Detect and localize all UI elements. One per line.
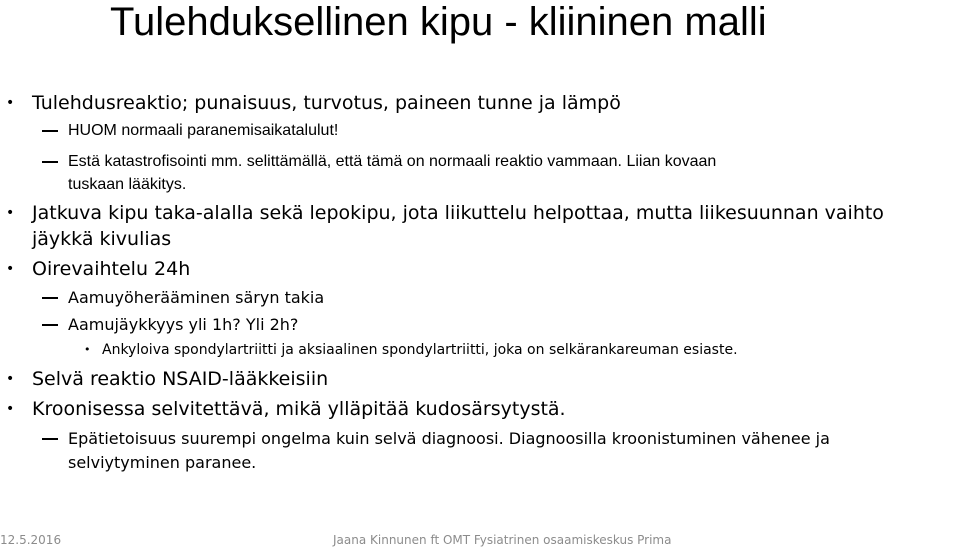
bullet-continuation bbox=[32, 227, 171, 251]
sub-bullet-item bbox=[68, 286, 324, 309]
bullet-item bbox=[6, 257, 191, 281]
bullet-line: Jatkuva kipu taka-alalla sekä lepokipu, jota liikuttelu helpottaa, mutta liikesuunnan vaihto bbox=[32, 202, 884, 224]
bullet-line: jäykkä kivulias bbox=[32, 228, 172, 250]
bullet-text: Selvä reaktio NSAID-lääkkeisiin bbox=[32, 368, 329, 390]
sub-sub-bullet-item bbox=[84, 341, 738, 359]
bullet-item bbox=[6, 367, 329, 391]
bullet-text: Oirevaihtelu 24h bbox=[32, 258, 191, 280]
sub-bullet-item bbox=[68, 313, 298, 336]
dash-icon bbox=[42, 297, 58, 299]
sub-bullet-text: HUOM normaali paranemisaikatalulut! bbox=[68, 122, 339, 139]
slide-title: Tulehduksellinen kipu - kliininen malli bbox=[110, 0, 767, 44]
bullet-dot-icon: • bbox=[6, 371, 15, 387]
bullet-item bbox=[6, 397, 566, 421]
dash-icon bbox=[42, 438, 58, 440]
bullet-dot-icon: • bbox=[6, 401, 15, 417]
sub-bullet-continuation bbox=[68, 451, 256, 474]
footer-author: Jaana Kinnunen ft OMT Fysiatrinen osaamiskeskus Prima bbox=[333, 533, 672, 547]
sub-bullet-text: Aamuyöherääminen säryn takia bbox=[68, 288, 325, 307]
bullet-dot-icon: • bbox=[84, 343, 91, 356]
sub-bullet-line: selviytyminen paranee. bbox=[68, 453, 257, 472]
sub-bullet-item bbox=[68, 119, 338, 142]
bullet-text: Tulehdusreaktio; punaisuus, turvotus, paineen tunne ja lämpö bbox=[32, 92, 621, 114]
sub-bullet-line: tuskaan lääkitys. bbox=[68, 176, 187, 193]
bullet-dot-icon: • bbox=[6, 95, 15, 111]
bullet-dot-icon: • bbox=[6, 205, 15, 221]
dash-icon bbox=[42, 324, 58, 326]
sub-bullet-line: Estä katastrofisointi mm. selittämällä, että tämä on normaali reaktio vammaan. Liian kovaan bbox=[68, 153, 717, 170]
sub-sub-bullet-text: Ankyloiva spondylartriitti ja aksiaalinen spondylartriitti, joka on selkärankareuman esiaste. bbox=[102, 342, 738, 358]
dash-icon bbox=[42, 130, 58, 132]
bullet-item bbox=[6, 201, 884, 225]
dash-icon bbox=[42, 161, 58, 163]
bullet-dot-icon: • bbox=[6, 261, 15, 277]
bullet-item bbox=[6, 91, 621, 115]
sub-bullet-item bbox=[68, 427, 830, 450]
footer-date: 12.5.2016 bbox=[0, 533, 62, 547]
bullet-text: Kroonisessa selvitettävä, mikä ylläpitää kudosärsytystä. bbox=[32, 398, 566, 420]
sub-bullet-item bbox=[68, 150, 716, 173]
sub-bullet-line: Epätietoisuus suurempi ongelma kuin selvä diagnoosi. Diagnoosilla kroonistuminen vähenee ja bbox=[68, 429, 830, 448]
sub-bullet-continuation bbox=[68, 173, 186, 196]
sub-bullet-text: Aamujäykkyys yli 1h? Yli 2h? bbox=[68, 315, 299, 334]
